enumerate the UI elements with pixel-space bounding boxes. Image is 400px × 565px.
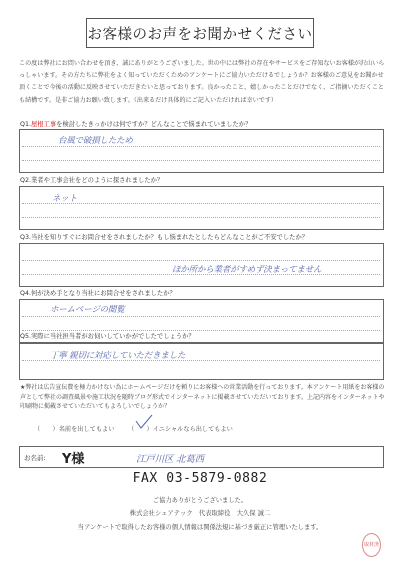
- page-title: お客様のお声をお聞かせください: [86, 18, 314, 48]
- question-4: Q4.何が決め手となり当社にお問合せをされましたか？: [20, 290, 176, 297]
- name-box: [19, 446, 384, 468]
- thanks-text: ご協力ありがとうございました。: [152, 497, 248, 504]
- checkmark-icon: [134, 414, 154, 430]
- option-full-name[interactable]: （ ）名前を出してもよい: [34, 426, 115, 433]
- question-5: Q5.実際に当社担当者がお伺いしていかがでしたでしょうか？: [20, 333, 195, 340]
- company-line: 株式会社シェアテック 代表取締役 大久保 誠二: [129, 510, 271, 517]
- answer-3: ほか所から業者がすめず決まってません: [172, 265, 322, 275]
- question-3: Q3.当社を知りすぐにお問合せをされましたか？もし悩まれたとしたらどんなことがご不安でしたか？: [20, 234, 309, 241]
- stamp: 取材済: [362, 533, 381, 557]
- name-handwritten: 江戸川区 北葛西: [136, 454, 204, 465]
- name-value: Y様: [62, 452, 85, 467]
- fax-number: FAX 03-5879-0882: [132, 471, 268, 486]
- question-2: Q2.業者や工事会社をどのように探されましたか？: [20, 177, 164, 184]
- answer-5: 丁寧 親切に対応していただきました: [50, 351, 186, 361]
- question-1-highlight: 屋根工事: [30, 121, 57, 128]
- name-label: お名前:: [24, 454, 46, 462]
- answer-2: ネット: [52, 194, 77, 204]
- option-initials[interactable]: （ ）イニシャルなら出してもよい: [128, 426, 233, 433]
- publish-consent-note: ★弊社は広告宣伝費を極力かけない為にホームページだけを頼りにお客様への営業活動を行っております。本アンケート用紙をお客様の声として弊社の調査風景や施工状況を随時ブログ形式でインターネットに掲載させていただいております。上記内容をインターネットや印刷物に掲載させていただいてもよろしいでしょうか？: [20, 384, 385, 411]
- privacy-note: 当アンケートで取得したお客様の個人情報は関係法規に基づき厳正に管理いたします。: [77, 524, 323, 531]
- intro-text: この度は弊社にお問い合わせを頂き、誠にありがとうございました。世の中には弊社の存在やサービスをご存知ないお客様が沢山いらっしゃいます。その方たちに弊社をよく知っていただくためのアンケートにご協力いただけるでしょうか？お客様のご意見をお聞かせ頂くことで今後の活動に反映させていただきたいと思っております。良かったこと、嬉しかったことだけでなく、ご指摘いただくことも結構です。是非ご協力お願い致します。（出来るだけ具体的にご記入いただければ幸いです）: [19, 60, 385, 104]
- answer-4: ホームページの閲覧: [50, 305, 125, 315]
- question-1: Q1.屋根工事を検討したきっかけは何ですか？どんなことで悩まれていましたか？: [20, 121, 252, 128]
- answer-1: 台風で破損したため: [58, 136, 133, 146]
